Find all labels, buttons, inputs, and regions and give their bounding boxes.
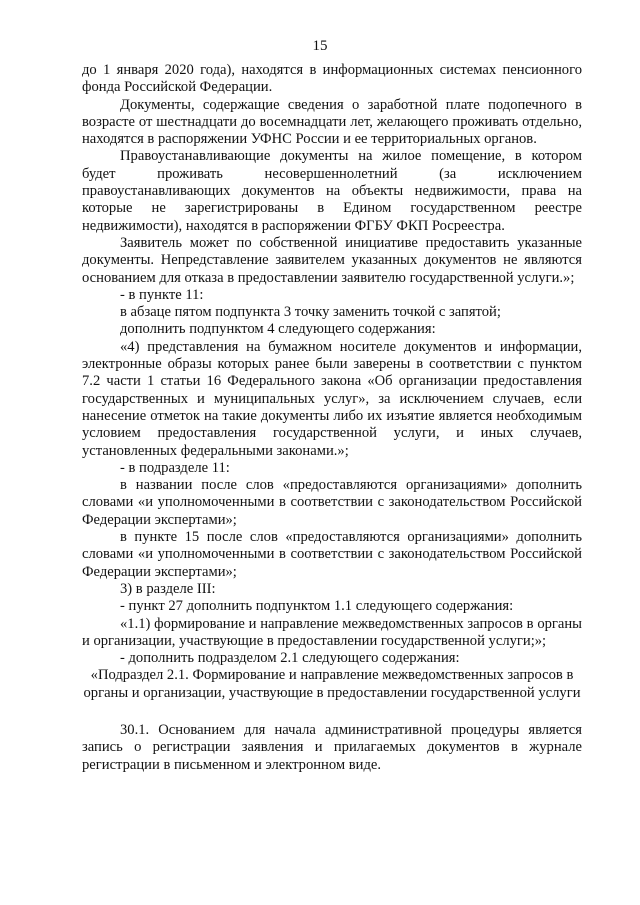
list-item: - в подразделе 11: (120, 459, 230, 476)
paragraph: 30.1. Основанием для начала административной процедуры является запись о регистрации заявления и прилагаемых документов в журнале регистрации в письменном и электронном виде. (82, 721, 582, 773)
list-item: 3) в разделе III: (120, 580, 216, 597)
list-item: - дополнить подразделом 2.1 следующего содержания: (120, 650, 460, 667)
list-item: - в пункте 11: (120, 286, 204, 303)
paragraph: «4) представления на бумажном носителе документов и информации, электронные образы которых ранее были заверены в соответствии с пунктом 7.2 части 1 статьи 16 Федерального закона «Об организации предоставления государственных и муниципальных услуг», за исключением случаев, если нанесение отметок на такие документы либо их изъятие является необходимым условием предоставления государственной услуги, и иных случаев, установленных федеральными законами.»; (82, 338, 582, 459)
paragraph: Заявитель может по собственной инициативе предоставить указанные документы. Непредставление заявителем указанных документов не являются основанием для отказа в предоставлении заявителю государственной услуги.»; (82, 234, 582, 286)
section-heading: «Подраздел 2.1. Формирование и направление межведомственных запросов в органы и организации, участвующие в предоставлении государственной услуги (83, 667, 581, 701)
paragraph: в пункте 15 после слов «предоставляются организациями» дополнить словами «и уполномоченными в соответствии с законодательством Российской Федерации экспертами»; (82, 529, 582, 580)
paragraph: до 1 января 2020 года), находятся в информационных системах пенсионного фонда Российской Федерации. (82, 62, 582, 96)
paragraph: в абзаце пятом подпункта 3 точку заменить точкой с запятой; (120, 304, 501, 321)
paragraph: в названии после слов «предоставляются организациями» дополнить словами «и уполномоченными в соответствии с законодательством Российской Федерации экспертами»; (82, 477, 582, 528)
paragraph: Документы, содержащие сведения о заработной плате подопечного в возрасте от шестнадцати до восемнадцати лет, желающего проживать отдельно, находятся в распоряжении УФНС России и ее территориальных органов. (82, 96, 582, 148)
paragraph: дополнить подпунктом 4 следующего содержания: (120, 321, 436, 338)
list-item: - пункт 27 дополнить подпунктом 1.1 следующего содержания: (120, 598, 514, 615)
paragraph: Правоустанавливающие документы на жилое помещение, в котором будет проживать несовершеннолетний (за исключением правоустанавливающих документов на объекты недвижимости, права на которые не зарегистрированы в Едином государственном реестре недвижимости), находятся в распоряжении ФГБУ ФКП Росреестра. (82, 148, 582, 234)
page-number: 15 (312, 38, 328, 54)
document-body (82, 62, 582, 774)
paragraph: «1.1) формирование и направление межведомственных запросов в органы и организации, участвующие в предоставлении государственной услуги;»; (82, 615, 582, 649)
